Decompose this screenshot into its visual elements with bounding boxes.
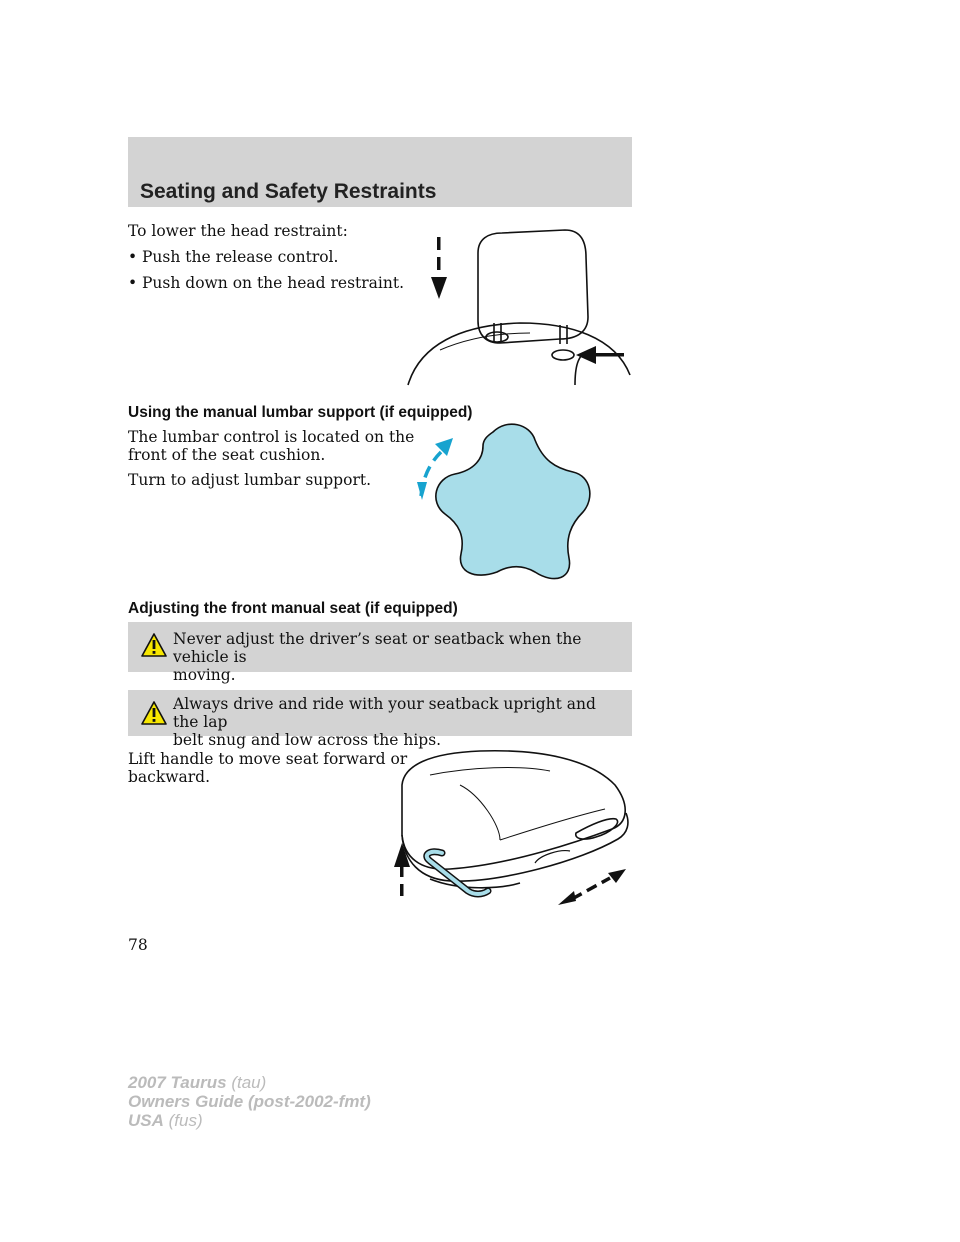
page-number: 78 [128, 936, 148, 954]
lumbar-heading: Using the manual lumbar support (if equipped) [128, 404, 473, 421]
warning-text [173, 695, 613, 749]
front-seat-heading: Adjusting the front manual seat (if equipped) [128, 600, 458, 617]
head-restraint-illustration [400, 225, 635, 390]
lift-text-line: Lift handle to move seat forward or [128, 750, 408, 768]
lumbar-text-line: front of the seat cushion. [128, 446, 326, 464]
footer-code: (tau) [231, 1073, 267, 1092]
lumbar-knob-illustration [405, 420, 605, 585]
warning-line: Always drive and ride with your seatback upright and the lap [173, 695, 596, 731]
bullet-text: Push the release control. [142, 248, 339, 266]
warning-line: Never adjust the driver’s seat or seatback when the vehicle is [173, 630, 582, 666]
footer-market: USA [128, 1111, 164, 1130]
section-title: Seating and Safety Restraints [140, 180, 437, 203]
release-arrow-icon [576, 346, 624, 364]
lumbar-text-line: Turn to adjust lumbar support. [128, 471, 372, 489]
lift-text-line: backward. [128, 768, 211, 786]
footer-guide: Owners Guide (post-2002-fmt) [128, 1092, 371, 1111]
warning-box [128, 690, 632, 749]
bullet-text: Push down on the head restraint. [142, 274, 405, 292]
warning-box [128, 622, 632, 684]
head-restraint-intro: To lower the head restraint: [128, 222, 348, 240]
bullet-dot: • [128, 248, 138, 266]
lumbar-text-line: The lumbar control is located on the [128, 428, 415, 446]
bullet-item [128, 274, 404, 292]
warning-line: belt snug and low across the hips. [173, 731, 442, 749]
bullet-dot: • [128, 274, 138, 292]
seat-cushion-illustration [390, 745, 630, 905]
double-arrow-icon [558, 869, 626, 905]
lumbar-knob [436, 424, 590, 578]
down-arrow-icon [431, 237, 447, 299]
warning-triangle-icon [140, 700, 168, 726]
warning-triangle-icon [140, 632, 168, 658]
warning-text [173, 630, 613, 684]
footer-model: 2007 Taurus [128, 1073, 227, 1092]
footer-line [128, 1092, 371, 1111]
footer-line [128, 1073, 266, 1092]
up-arrow-icon [394, 843, 410, 896]
footer-line [128, 1111, 203, 1130]
warning-line: moving. [173, 666, 236, 684]
footer-code: (fus) [168, 1111, 203, 1130]
bullet-item [128, 248, 338, 266]
